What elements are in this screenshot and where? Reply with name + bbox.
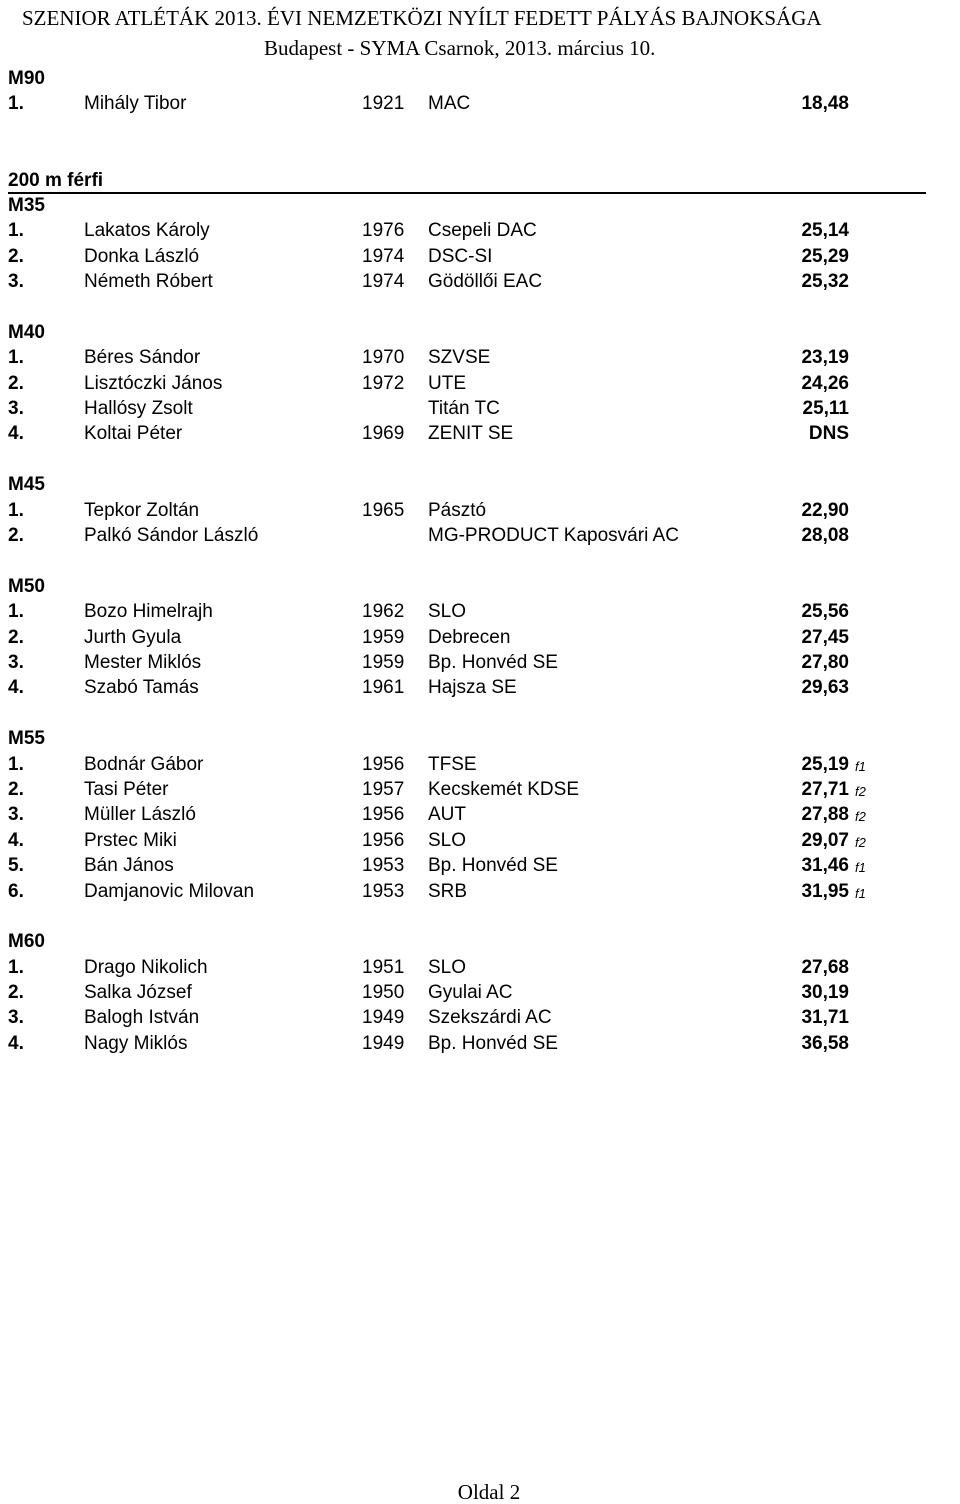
rank-cell: 1. [8, 347, 24, 369]
athlete-name: Bán János [84, 855, 174, 877]
birth-year: 1949 [362, 1007, 405, 1029]
result-time: 25,19 [801, 753, 849, 775]
age-category-heading [0, 929, 960, 954]
birth-year: 1953 [362, 880, 405, 902]
birth-year: 1956 [362, 829, 405, 851]
rank-cell: 1. [8, 93, 24, 115]
document-title: SZENIOR ATLÉTÁK 2013. ÉVI NEMZETKÖZI NYÍLT FEDETT PÁLYÁS BAJNOKSÁGA [22, 6, 822, 30]
athlete-name: Mihály Tibor [84, 93, 187, 115]
spacer [0, 904, 960, 929]
result-time: 36,58 [801, 1032, 849, 1054]
club-name: Bp. Honvéd SE [428, 651, 558, 673]
result-row [0, 1031, 960, 1056]
athlete-name: Bozo Himelrajh [84, 601, 213, 623]
birth-year: 1969 [362, 423, 405, 445]
athlete-name: Prstec Miki [84, 829, 177, 851]
rank-cell: 4. [8, 829, 24, 851]
club-name: SRB [428, 880, 468, 902]
athlete-name: Damjanovic Milovan [84, 880, 255, 902]
result-row [0, 218, 960, 243]
athlete-name: Müller László [84, 804, 196, 826]
category-label: M90 [8, 68, 45, 89]
page-number: Oldal 2 [457, 1480, 521, 1504]
result-time: 28,08 [801, 525, 849, 547]
result-time: 25,56 [801, 601, 849, 623]
result-row [0, 371, 960, 396]
rank-cell: 2. [8, 778, 24, 800]
club-name: Bp. Honvéd SE [428, 855, 558, 877]
result-row [0, 752, 960, 777]
birth-year: 1959 [362, 651, 405, 673]
athlete-name: Lakatos Károly [84, 220, 210, 242]
athlete-name: Drago Nikolich [84, 956, 208, 978]
club-name: Pásztó [428, 499, 487, 521]
page-footer [0, 1480, 960, 1504]
club-name: Szekszárdi AC [428, 1007, 552, 1029]
event-heading [0, 168, 960, 193]
rank-cell: 5. [8, 855, 24, 877]
result-time: 23,19 [801, 347, 849, 369]
rank-cell: 2. [8, 525, 24, 547]
age-category-heading [0, 320, 960, 345]
club-name: SLO [428, 956, 467, 978]
club-name: Debrecen [428, 626, 511, 648]
result-time: 29,63 [801, 677, 849, 699]
club-name: SLO [428, 601, 467, 623]
results-list [0, 66, 960, 1056]
club-name: ZENIT SE [428, 423, 514, 445]
result-row [0, 269, 960, 294]
birth-year: 1962 [362, 601, 405, 623]
result-row [0, 91, 960, 116]
result-time: 31,46 [801, 855, 849, 877]
athlete-name: Béres Sándor [84, 347, 201, 369]
result-row [0, 650, 960, 675]
age-category-heading [0, 472, 960, 497]
result-time: 31,71 [801, 1007, 849, 1029]
club-name: Bp. Honvéd SE [428, 1032, 558, 1054]
result-time: 27,88 [801, 804, 849, 826]
result-time: 24,26 [801, 372, 849, 394]
category-label: M50 [8, 575, 45, 597]
athlete-name: Németh Róbert [84, 271, 213, 293]
rank-cell: 2. [8, 245, 24, 267]
spacer [0, 701, 960, 726]
age-category-heading [0, 193, 960, 218]
athlete-name: Tasi Péter [84, 778, 169, 800]
heat-note: f2 [855, 834, 866, 850]
athlete-name: Donka László [84, 245, 200, 267]
rank-cell: 1. [8, 753, 24, 775]
result-row [0, 599, 960, 624]
athlete-name: Jurth Gyula [84, 626, 182, 648]
birth-year: 1953 [362, 855, 405, 877]
birth-year: 1974 [362, 271, 405, 293]
club-name: DSC-SI [428, 245, 493, 267]
result-time: 27,71 [801, 778, 849, 800]
spacer [0, 295, 960, 320]
result-time: 25,11 [802, 398, 849, 420]
club-name: MG-PRODUCT Kaposvári AC [428, 525, 679, 547]
birth-year: 1956 [362, 753, 405, 775]
category-label: M60 [8, 931, 45, 953]
result-row [0, 675, 960, 700]
rank-cell: 3. [8, 1007, 24, 1029]
result-row [0, 879, 960, 904]
age-category-heading [0, 574, 960, 599]
age-category-heading [0, 726, 960, 751]
rank-cell: 3. [8, 271, 24, 293]
spacer [0, 548, 960, 573]
rank-cell: 1. [8, 956, 24, 978]
birth-year: 1961 [362, 677, 405, 699]
athlete-name: Mester Miklós [84, 651, 202, 673]
heat-note: f2 [855, 809, 866, 825]
spacer [0, 142, 960, 167]
club-name: SLO [428, 829, 467, 851]
result-time: 25,32 [801, 271, 849, 293]
result-row [0, 980, 960, 1005]
heat-note: f1 [855, 885, 866, 901]
result-time: 18,48 [801, 93, 849, 115]
category-label: M45 [8, 474, 45, 496]
result-row [0, 802, 960, 827]
club-name: Hajsza SE [428, 677, 517, 699]
rank-cell: 4. [8, 1032, 24, 1054]
result-row [0, 345, 960, 370]
club-name: AUT [428, 804, 466, 826]
rank-cell: 3. [8, 651, 24, 673]
result-time: DNS [808, 423, 849, 445]
result-time: 30,19 [801, 982, 849, 1004]
category-label: M40 [8, 321, 45, 343]
rank-cell: 2. [8, 372, 24, 394]
result-row [0, 625, 960, 650]
result-time: 31,95 [801, 880, 849, 902]
heat-note: f1 [855, 860, 866, 876]
result-row [0, 396, 960, 421]
result-time: 27,45 [801, 626, 849, 648]
club-name: SZVSE [428, 347, 491, 369]
athlete-name: Lisztóczki János [84, 372, 223, 394]
club-name: UTE [428, 372, 466, 394]
result-row [0, 955, 960, 980]
result-time: 22,90 [801, 499, 849, 521]
club-name: Csepeli DAC [428, 220, 537, 242]
birth-year: 1957 [362, 778, 405, 800]
rank-cell: 6. [8, 880, 24, 902]
rank-cell: 1. [8, 499, 24, 521]
athlete-name: Bodnár Gábor [84, 753, 204, 775]
category-label: M55 [8, 728, 45, 750]
rank-cell: 2. [8, 982, 24, 1004]
rank-cell: 4. [8, 677, 24, 699]
event-label: 200 m férfi [8, 169, 104, 191]
athlete-name: Palkó Sándor László [84, 525, 259, 547]
result-row [0, 853, 960, 878]
result-row [0, 421, 960, 446]
athlete-name: Balogh István [84, 1007, 200, 1029]
result-row [0, 828, 960, 853]
athlete-name: Hallósy Zsolt [84, 398, 193, 420]
result-time: 27,68 [801, 956, 849, 978]
birth-year: 1921 [362, 93, 405, 115]
result-time: 27,80 [801, 651, 849, 673]
birth-year: 1956 [362, 804, 405, 826]
spacer [0, 447, 960, 472]
document-subtitle: Budapest - SYMA Csarnok, 2013. március 10. [264, 36, 656, 60]
club-name: MAC [428, 93, 471, 115]
rank-cell: 1. [8, 601, 24, 623]
athlete-name: Szabó Tamás [84, 677, 199, 699]
athlete-name: Salka József [84, 982, 192, 1004]
heat-note: f1 [855, 758, 866, 774]
birth-year: 1959 [362, 626, 405, 648]
result-time: 25,29 [801, 245, 849, 267]
club-name: Titán TC [428, 398, 500, 420]
rank-cell: 3. [8, 804, 24, 826]
birth-year: 1965 [362, 499, 405, 521]
birth-year: 1950 [362, 982, 405, 1004]
birth-year: 1949 [362, 1032, 405, 1054]
athlete-name: Nagy Miklós [84, 1032, 188, 1054]
athlete-name: Tepkor Zoltán [84, 499, 200, 521]
club-name: Gödöllői EAC [428, 271, 543, 293]
result-row [0, 777, 960, 802]
birth-year: 1972 [362, 372, 405, 394]
club-name: Kecskemét KDSE [428, 778, 579, 800]
rank-cell: 3. [8, 398, 24, 420]
result-row [0, 1005, 960, 1030]
birth-year: 1974 [362, 245, 405, 267]
result-time: 29,07 [801, 829, 849, 851]
age-category-heading [0, 66, 960, 91]
spacer [0, 117, 960, 142]
birth-year: 1951 [362, 956, 405, 978]
rank-cell: 2. [8, 626, 24, 648]
birth-year: 1976 [362, 220, 405, 242]
rank-cell: 1. [8, 220, 24, 242]
result-time: 25,14 [801, 220, 849, 242]
result-row [0, 498, 960, 523]
rank-cell: 4. [8, 423, 24, 445]
heat-note: f2 [855, 783, 866, 799]
result-row [0, 523, 960, 548]
birth-year: 1970 [362, 347, 405, 369]
category-label: M35 [8, 194, 45, 216]
result-row [0, 244, 960, 269]
club-name: Gyulai AC [428, 982, 513, 1004]
athlete-name: Koltai Péter [84, 423, 183, 445]
club-name: TFSE [428, 753, 477, 775]
